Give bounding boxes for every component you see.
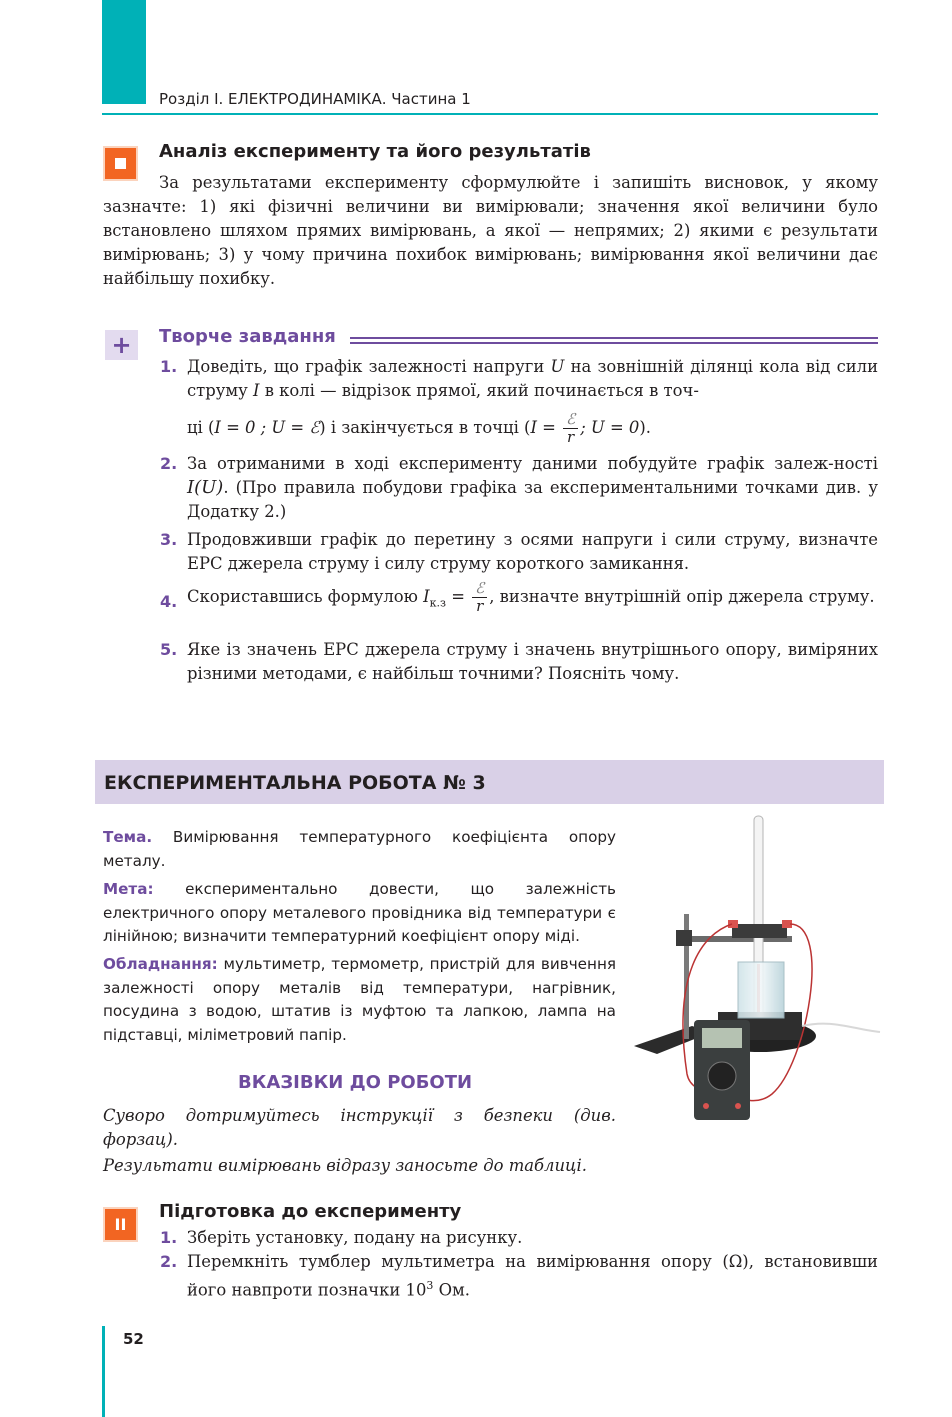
results-note: Результати вимірювань відразу заносьте до таблиці. bbox=[103, 1156, 587, 1175]
topic-text: Вимірювання температурного коефіцієнта опору металу. bbox=[103, 828, 616, 870]
formula-lhs: I bbox=[423, 587, 430, 606]
task-1-line2b: ) і закінчується в точці ( bbox=[319, 418, 531, 437]
probe-jack bbox=[735, 1103, 741, 1109]
multimeter-display bbox=[702, 1028, 742, 1048]
power-cord bbox=[802, 1024, 880, 1032]
step-1-number: 1. bbox=[160, 1228, 178, 1247]
fraction-denominator: r bbox=[567, 428, 575, 446]
clamp-coupling bbox=[676, 930, 692, 946]
task-4-number: 4. bbox=[160, 592, 178, 611]
task-1-line1: Доведіть, що графік залежності напруги bbox=[187, 357, 545, 376]
instructions-title: ВКАЗІВКИ ДО РОБОТИ bbox=[238, 1072, 473, 1093]
task-2-text-b: . (Про правила побудови графіка за експериментальними точками див. у Додатку 2.) bbox=[187, 478, 878, 521]
goal-paragraph bbox=[103, 878, 616, 949]
task-2-number: 2. bbox=[160, 454, 178, 473]
task-1-line2 bbox=[187, 411, 878, 446]
task-5-number: 5. bbox=[160, 640, 178, 659]
multimeter-dial bbox=[708, 1062, 736, 1090]
equipment-label: Обладнання: bbox=[103, 955, 218, 973]
emf-over-r-fraction bbox=[563, 411, 578, 446]
safety-note: Суворо дотримуйтесь інструкції з безпеки (див. форзац). bbox=[103, 1106, 616, 1149]
formula-subscript: к.з bbox=[429, 596, 447, 610]
step-2-text-b: Ом. bbox=[433, 1280, 470, 1300]
analysis-title: Аналіз експерименту та його результатів bbox=[159, 141, 591, 162]
task-1-line1b: на зовнішній ділянці кола від сили струму bbox=[187, 357, 879, 400]
goal-text: експериментально довести, що залежність електричного опору металевого провідника від температури є лінійною; визначити температурний коефіцієнт опору міді. bbox=[103, 880, 616, 945]
step-2-number: 2. bbox=[160, 1252, 178, 1271]
formula-denominator: r bbox=[476, 597, 484, 615]
preparation-title: Підготовка до експерименту bbox=[159, 1201, 462, 1222]
task-2-text bbox=[187, 452, 878, 524]
preparation-icon bbox=[103, 1207, 138, 1242]
equipment-text: мультиметр, термометр, пристрій для вивчення залежності опору металів від температури, нагрівник, посудина з водою, штатив із муфтою та лапкою, лампа на підставці, міліметровий папір. bbox=[103, 955, 617, 1044]
topic-paragraph bbox=[103, 826, 616, 873]
header-rule bbox=[102, 113, 878, 115]
task-3-text: Продовживши графік до перетину з осями напруги і сили струму, визначте ЕРС джерела струму і силу струму короткого замикання. bbox=[187, 530, 878, 573]
point-end-rhs: ; U = 0 bbox=[580, 418, 640, 437]
formula-numerator: ℰ bbox=[472, 580, 487, 598]
equipment-paragraph bbox=[103, 953, 616, 1047]
water-beaker bbox=[738, 962, 784, 1018]
task-1-text bbox=[187, 355, 878, 446]
creative-double-rule bbox=[350, 337, 878, 344]
experimental-work-title: ЕКСПЕРИМЕНТАЛЬНА РОБОТА № 3 bbox=[104, 772, 486, 794]
analysis-text: За результатами експерименту сформулюйте і запишіть висновок, у якому зазначте: 1) які фізичні величини ви вимірювали; значення якої величини було встановлено шляхом прямих вимірювань, а якої — непрямих; 2) якими є результати вимірювань; 3) у чому причина похибок вимірювань; вимірювання якої величини дає найбільшу похибку. bbox=[103, 173, 878, 288]
plus-icon: + bbox=[105, 330, 138, 360]
task-4-text-a: Скориставшись формулою bbox=[187, 587, 418, 606]
apparatus-photo bbox=[632, 814, 882, 1124]
task-5-text: Яке із значень ЕРС джерела струму і значень внутрішнього опору, виміряних різними методами, є найбільш точними? Поясніть чому. bbox=[187, 640, 878, 683]
task-1-line2a: ці ( bbox=[187, 418, 215, 437]
probe-jack bbox=[703, 1103, 709, 1109]
step-2-text-a: Перемкніть тумблер мультиметра на вимірювання опору (Ω), встановивши його навпроти позначки 10 bbox=[187, 1252, 878, 1300]
page-number: 52 bbox=[123, 1330, 144, 1348]
power-superscript: 3 bbox=[426, 1279, 434, 1292]
fraction-numerator: ℰ bbox=[563, 411, 578, 429]
device-holder bbox=[732, 924, 787, 938]
red-terminal bbox=[728, 920, 738, 928]
footer-rule bbox=[102, 1326, 105, 1417]
task-3-number: 3. bbox=[160, 530, 178, 549]
step-1-text: Зберіть установку, подану на рисунку. bbox=[187, 1228, 523, 1247]
formula-fraction bbox=[472, 580, 487, 615]
topic-label: Тема. bbox=[103, 828, 153, 846]
point-end-lhs: I = bbox=[530, 418, 556, 437]
function-I-of-U: I(U) bbox=[187, 477, 224, 498]
preparation-roman-numeral: II bbox=[114, 1215, 127, 1234]
point-start: I = 0 ; U = ℰ bbox=[214, 418, 320, 437]
task-2-text-a: За отриманими в ході експерименту даними побудуйте графік залеж-ності bbox=[187, 454, 878, 473]
chapter-tab bbox=[102, 0, 146, 104]
creative-title: Творче завдання bbox=[159, 326, 336, 347]
task-4-text: Скориставшись формулою $I_{к.з}$ = $\frac{\text{ℰ}}{r}$ , визначте внутрішній опір джерела струму. bbox=[187, 579, 875, 615]
task-1-number: 1. bbox=[160, 357, 178, 376]
goal-label: Мета: bbox=[103, 880, 154, 898]
var-I: I bbox=[253, 381, 260, 400]
step-2-text bbox=[187, 1250, 878, 1302]
task-1-line1c: в колі — відрізок прямої, який починається в точ- bbox=[264, 381, 699, 400]
running-head: Розділ І. ЕЛЕКТРОДИНАМІКА. Частина 1 bbox=[159, 90, 471, 108]
task-1-line2c: ). bbox=[639, 418, 651, 437]
task-4-text-b: , визначте внутрішній опір джерела струму. bbox=[489, 587, 875, 606]
var-U: U bbox=[550, 357, 565, 376]
inner-square bbox=[115, 158, 126, 169]
